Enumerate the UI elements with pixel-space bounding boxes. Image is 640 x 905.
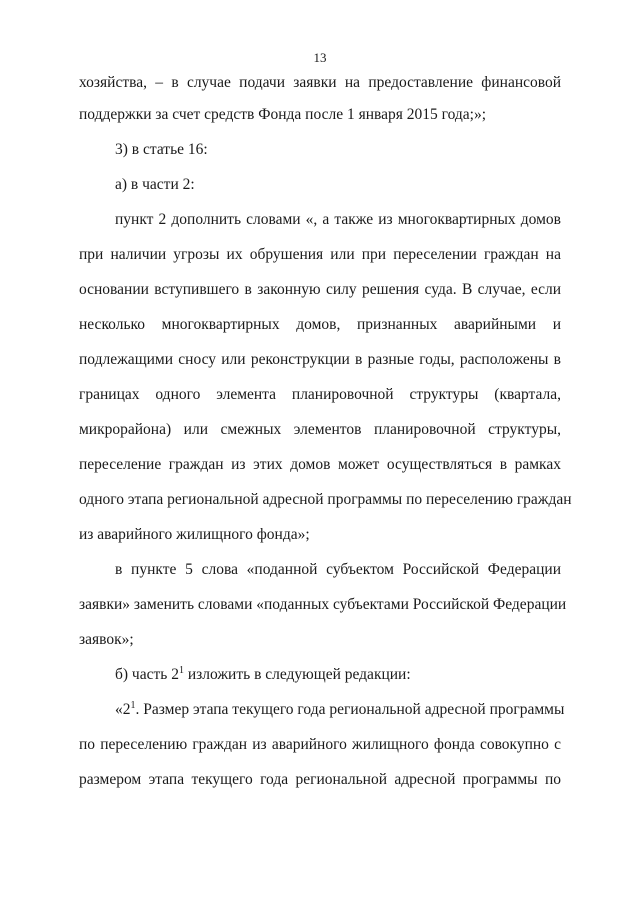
superscript: 1 [178,665,184,676]
text-line: в пункте 5 слова «поданной субъектом Российской Федерации [115,561,561,578]
text-line: при наличии угрозы их обрушения или при переселении граждан на [79,246,561,263]
text-line: переселение граждан из этих домов может осуществляться в рамках [79,456,561,473]
text-line: 3) в статье 16: [115,141,208,158]
text-line: основании вступившего в законную силу решения суда. В случае, если [79,281,561,298]
text-line: пункт 2 дополнить словами «, а также из многоквартирных домов [115,211,561,228]
text-line: хозяйства, – в случае подачи заявки на предоставление финансовой [79,74,561,91]
text-line: заявки» заменить словами «поданных субъектами Российской Федерации [79,596,567,613]
superscript: 1 [130,700,136,711]
text-line: микрорайона) или смежных элементов планировочной структуры, [79,421,561,438]
text-line: одного этапа региональной адресной программы по переселению граждан [79,491,572,508]
text-line: заявок»; [79,631,134,648]
text-fragment: изложить в следующей редакции: [183,666,411,683]
text-line: а) в части 2: [115,176,195,193]
text-line [115,665,561,685]
quote-open: «2 [115,701,131,718]
page-number: 13 [313,50,327,65]
text-line [115,700,565,720]
text-fragment: . Размер этапа текущего года региональной адресной программы [135,701,565,718]
text-line: размером этапа текущего года региональной адресной программы по [79,771,561,788]
text-line: по переселению граждан из аварийного жилищного фонда совокупно с [79,736,561,753]
text-line: несколько многоквартирных домов, признанных аварийными и [79,316,561,333]
text-line: подлежащими сносу или реконструкции в разные годы, расположены в [79,351,561,368]
part-label: б) часть 2 [115,666,179,683]
text-line: поддержки за счет средств Фонда после 1 января 2015 года;»; [79,106,487,123]
text-line: границах одного элемента планировочной структуры (квартала, [79,386,561,403]
text-line: из аварийного жилищного фонда»; [79,526,310,543]
